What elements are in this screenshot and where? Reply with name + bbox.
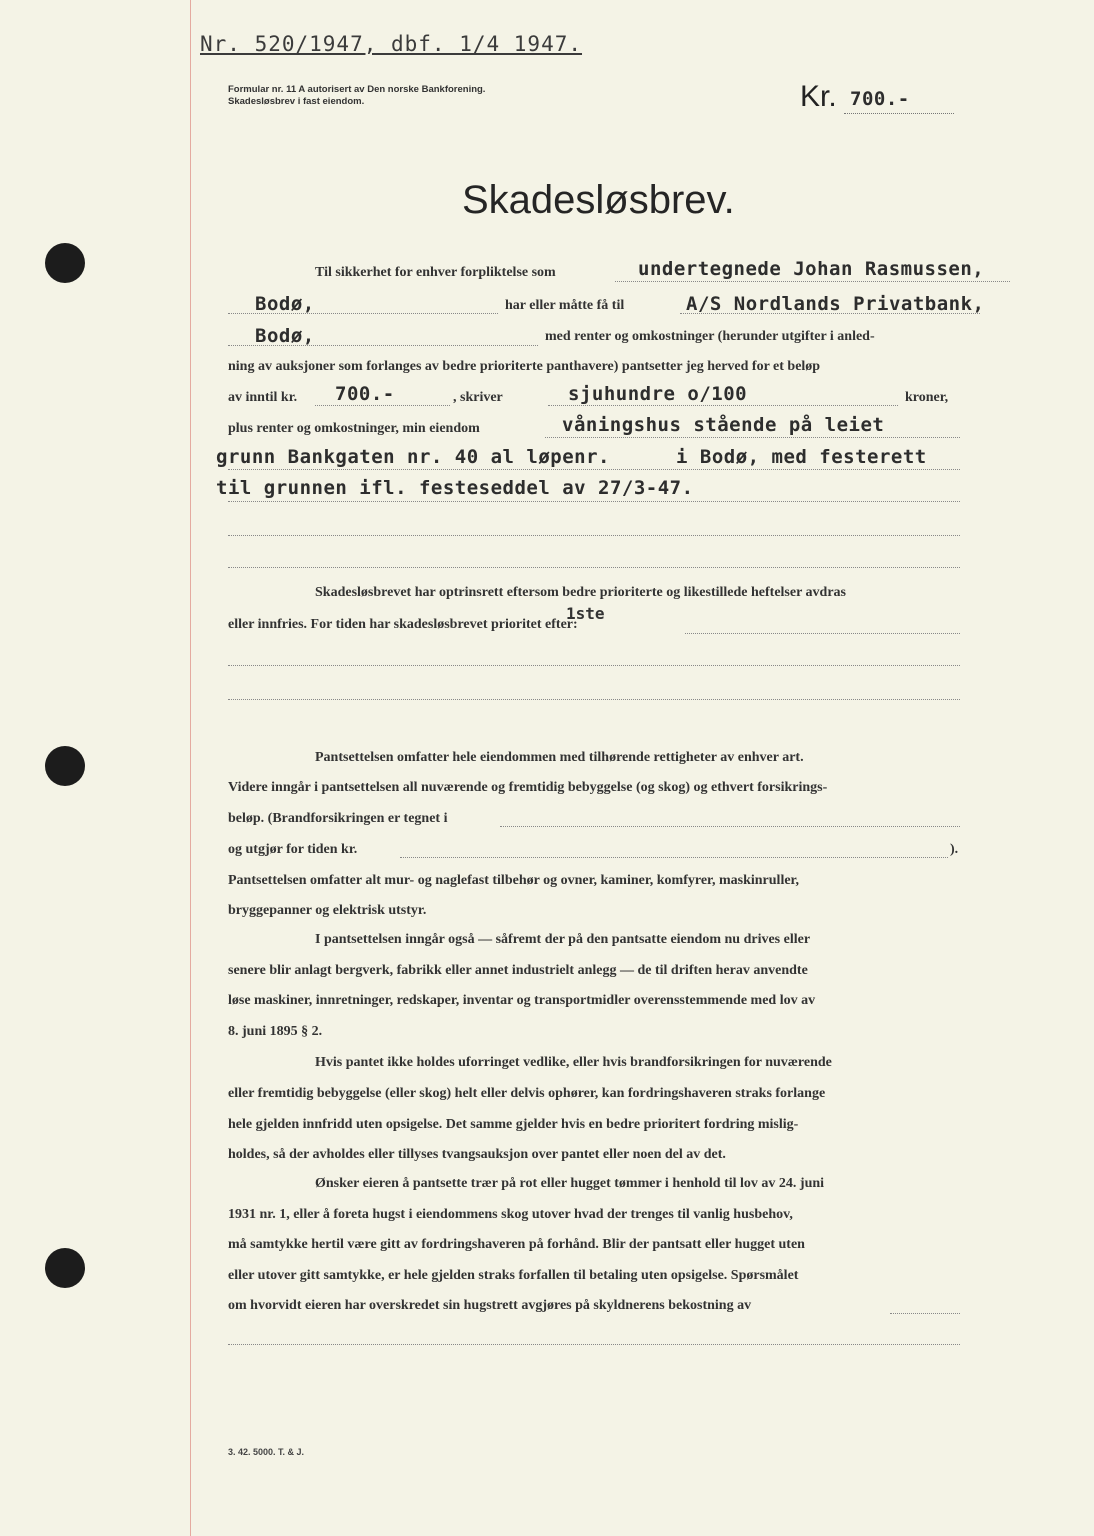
body-text: eller utover gitt samtykke, er hele gjelden straks forfallen til betaling uten opsigelse. Spørsmålet [228, 1268, 799, 1283]
punch-hole [45, 1248, 85, 1288]
body-text: ning av auksjoner som forlanges av bedre prioriterte panthavere) pantsetter jeg herved for et beløp [228, 359, 821, 374]
body-text: eller fremtidig bebyggelse (eller skog) helt eller delvis ophører, kan fordringshaveren straks forlange [228, 1086, 826, 1101]
body-text: av inntil kr. [228, 390, 298, 405]
body-text: Pantsettelsen omfatter alt mur- og naglefast tilbehør og ovner, kaminer, komfyrer, maskinruller, [228, 873, 799, 888]
form-note-line: Skadesløsbrev i fast eiendom. [228, 96, 365, 107]
body-text: om hvorvidt eieren har overskredet sin hugstrett avgjøres på skyldnerens bekostning av [228, 1298, 752, 1313]
amount-label: Kr. [800, 80, 837, 113]
handwritten-place: Bodø, [255, 293, 315, 315]
body-text: med renter og omkostninger (herunder utgifter i anled- [545, 329, 875, 344]
handwritten-debtor: undertegnede Johan Rasmussen, [638, 258, 985, 280]
print-code: 3. 42. 5000. T. & J. [228, 1447, 305, 1457]
body-text: 8. juni 1895 § 2. [228, 1024, 323, 1039]
fill-line [685, 632, 960, 634]
handwritten-property: våningshus stående på leiet [562, 414, 885, 436]
fill-line [545, 436, 960, 438]
amount-value: 700.- [850, 88, 910, 110]
body-text: har eller måtte få til [505, 298, 625, 313]
body-text: Skadesløsbrevet har optrinsrett eftersom bedre prioriterte og likestillede heftelser avdras [315, 585, 846, 600]
body-text: holdes, så der avholdes eller tillyses tvangsauksjon over pantet eller noen del av det. [228, 1147, 726, 1162]
body-text: Hvis pantet ikke holdes uforringet vedlike, eller hvis brandforsikringen for nuværende [315, 1055, 832, 1070]
fill-line [228, 468, 960, 470]
handwritten-priority: 1ste [566, 604, 605, 623]
document-title: Skadesløsbrev. [462, 178, 735, 222]
body-text: hele gjelden innfridd uten opsigelse. Det samme gjelder hvis en bedre prioritert fordring mislig- [228, 1117, 799, 1132]
fill-line [228, 566, 960, 568]
handwritten-property: til grunnen ifl. festeseddel av 27/3-47. [216, 477, 694, 499]
body-text: , skriver [453, 390, 503, 405]
punch-hole [45, 243, 85, 283]
form-note [228, 84, 485, 108]
handwritten-amount-words: sjuhundre o/100 [568, 383, 748, 405]
body-text: Ønsker eieren å pantsette trær på rot eller hugget tømmer i henhold til lov av 24. juni [315, 1176, 825, 1191]
body-text: Videre inngår i pantsettelsen all nuværende og fremtidig bebyggelse (og skog) og ethvert forsikrings- [228, 780, 828, 795]
handwritten-place: Bodø, [255, 325, 315, 347]
body-text: beløp. (Brandforsikringen er tegnet i [228, 811, 448, 826]
fill-line [400, 856, 948, 858]
fill-line [228, 344, 538, 346]
body-text: 1931 nr. 1, eller å foreta hugst i eiendommens skog utover hvad der trenges til vanlig husbehov, [228, 1207, 793, 1222]
fill-line [228, 664, 960, 666]
body-text: må samtykke hertil være gitt av fordringshaveren på forhånd. Blir der pantsatt eller hugget uten [228, 1237, 805, 1252]
body-text: løse maskiner, innretninger, redskaper, inventar og transportmidler overensstemmende med lov av [228, 993, 816, 1008]
body-text: Pantsettelsen omfatter hele eiendommen med tilhørende rettigheter av enhver art. [315, 750, 804, 765]
body-text: kroner, [905, 390, 949, 405]
fill-line [228, 500, 960, 502]
fill-line [500, 825, 960, 827]
punch-hole [45, 746, 85, 786]
fill-line [228, 534, 960, 536]
fill-line [680, 312, 980, 314]
handwritten-property: grunn Bankgaten nr. 40 al løpenr. [216, 446, 610, 468]
amount-line [844, 112, 954, 114]
fill-line [228, 312, 498, 314]
form-note-line: Formular nr. 11 A autorisert av Den norske Bankforening. [228, 84, 486, 95]
body-text: senere blir anlagt bergverk, fabrikk eller annet industrielt anlegg — de til driften herav anvendte [228, 963, 808, 978]
body-text: ). [950, 842, 959, 857]
fill-line [228, 1343, 960, 1345]
fill-line [548, 404, 898, 406]
registration-note: Nr. 520/1947, dbf. 1/4 1947. [200, 32, 583, 56]
fill-line [615, 280, 1010, 282]
body-text: og utgjør for tiden kr. [228, 842, 358, 857]
body-text: Til sikkerhet for enhver forpliktelse som [315, 265, 556, 280]
fill-line [890, 1312, 960, 1314]
handwritten-amount: 700.- [335, 383, 395, 405]
margin-rule [190, 0, 191, 1536]
body-text: I pantsettelsen inngår også — såfremt der på den pantsatte eiendom nu drives eller [315, 932, 811, 947]
fill-line [228, 698, 960, 700]
body-text: bryggepanner og elektrisk utstyr. [228, 903, 427, 918]
body-text: plus renter og omkostninger, min eiendom [228, 421, 480, 436]
handwritten-property: i Bodø, med festerett [676, 446, 927, 468]
fill-line [315, 404, 450, 406]
body-text: eller innfries. For tiden har skadesløsbrevet prioritet efter: [228, 617, 578, 632]
handwritten-creditor: A/S Nordlands Privatbank, [686, 293, 985, 315]
